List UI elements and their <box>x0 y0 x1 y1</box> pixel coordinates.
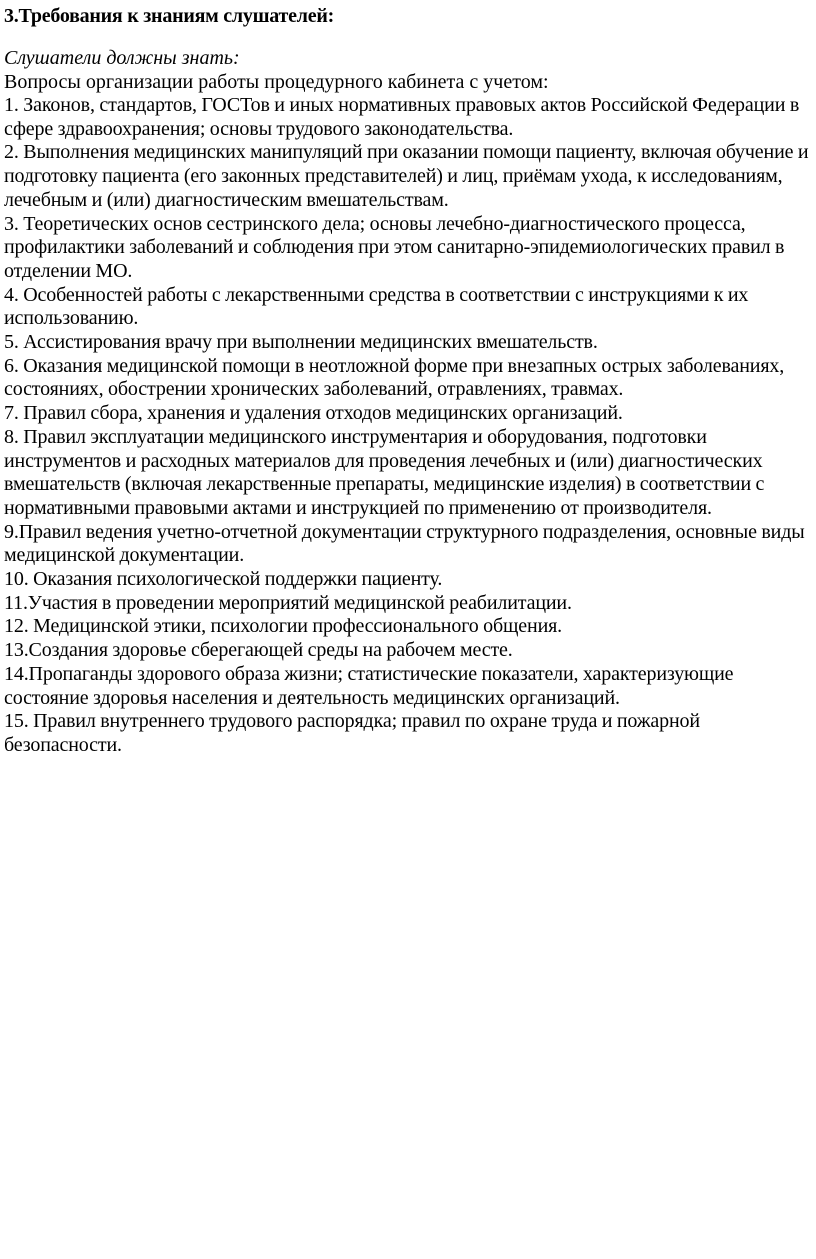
list-item: 5. Ассистирования врачу при выполнении медицинских вмешательств. <box>4 331 598 354</box>
list-item: 12. Медицинской этики, психологии профессионального общения. <box>4 615 563 638</box>
section-heading: 3.Требования к знаниям слушателей: <box>4 5 335 27</box>
list-item: 2. Выполнения медицинских манипуляций при оказании помощи пациенту, включая обучение и подготовку пациента (его законных представителей) и лиц, приёмам ухода, к исследованиям, лечебным и (или) диагностическим вмешательствам. <box>4 141 809 211</box>
list-item: 6. Оказания медицинской помощи в неотложной форме при внезапных острых заболеваниях, состояниях, обострении хронических заболеваний, отравлениях, травмах. <box>4 354 785 401</box>
intro-italic: Слушатели должны знать: <box>4 47 240 69</box>
list-item: 1. Законов, стандартов, ГОСТов и иных нормативных правовых актов Российской Федерации в сфере здравоохранения; основы трудового законодательства. <box>4 94 800 140</box>
list-item: 4. Особенностей работы с лекарственными средства в соответствии с инструкциями к их использованию. <box>4 283 749 330</box>
list-item: 11.Участия в проведении мероприятий медицинской реабилитации. <box>4 591 572 614</box>
list-item: 7. Правил сбора, хранения и удаления отходов медицинских организаций. <box>4 402 623 425</box>
list-item: 3. Теоретических основ сестринского дела; основы лечебно-диагностического процесса, профилактики заболеваний и соблюдения при этом санитарно-эпидемиологических правил в отделении МО. <box>4 212 785 282</box>
lead-sentence: Вопросы организации работы процедурного кабинета с учетом: <box>4 71 549 93</box>
list-item: 15. Правил внутреннего трудового распорядка; правил по охране труда и пожарной безопасности. <box>4 710 700 756</box>
list-item: 13.Создания здоровье сберегающей среды на рабочем месте. <box>4 639 513 662</box>
list-item: 9.Правил ведения учетно-отчетной документации структурного подразделения, основные виды медицинской документации. <box>4 520 805 567</box>
list-item: 10. Оказания психологической поддержки пациенту. <box>4 568 443 591</box>
requirements-list <box>4 94 810 758</box>
list-item: 8. Правил эксплуатации медицинского инструментария и оборудования, подготовки инструментов и расходных материалов для проведения лечебных и (или) диагностических вмешательств (включая лекарственные препараты, медицинские изделия) в соответствии с нормативными правовыми актами и инструкцией по применению от производителя. <box>4 425 765 519</box>
list-item: 14.Пропаганды здорового образа жизни; статистические показатели, характеризующие состояние здоровья населения и деятельность медицинских организаций. <box>4 662 734 709</box>
